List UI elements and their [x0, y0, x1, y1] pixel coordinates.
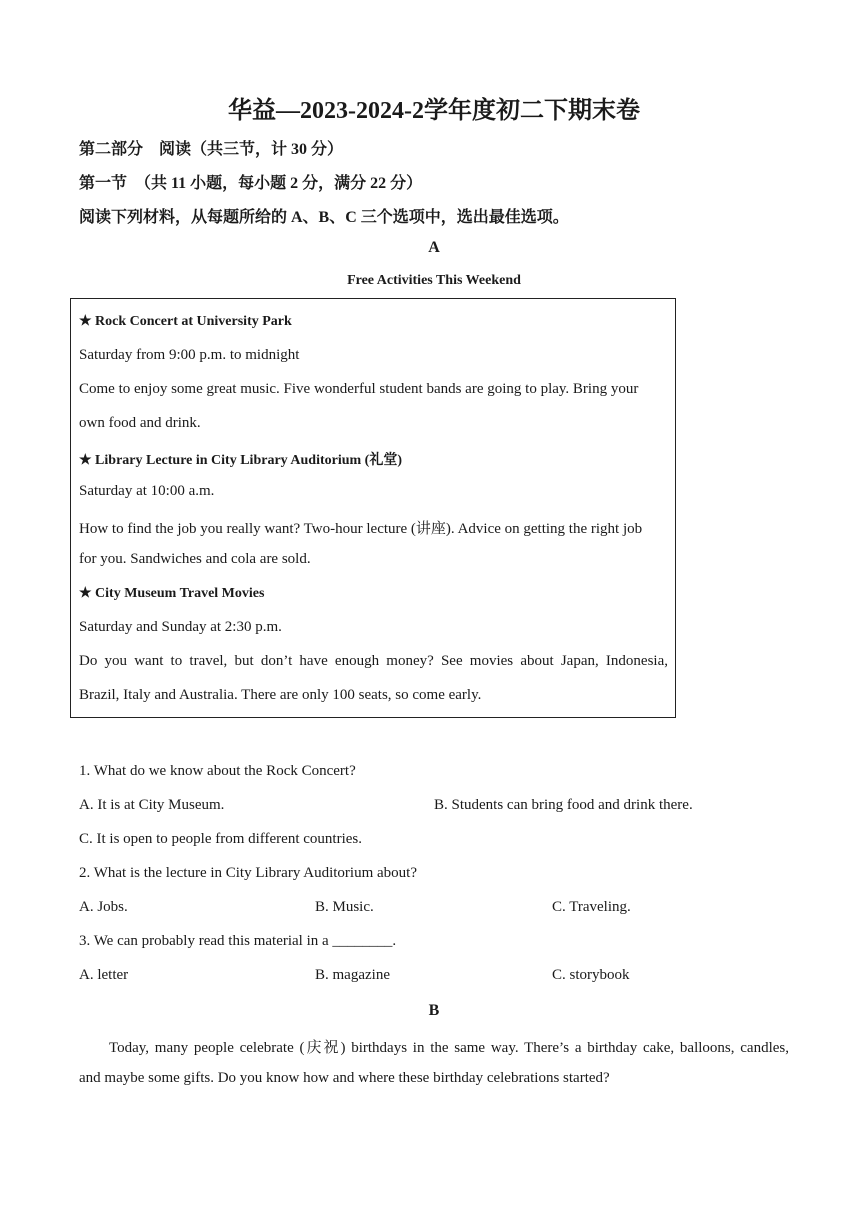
- question-option: B. Music.: [315, 899, 374, 915]
- question-option: B. magazine: [315, 967, 390, 983]
- question-stem: 3. We can probably read this material in a ________.: [79, 933, 397, 949]
- activity-description: How to find the job you really want? Two-hour lecture (讲座). Advice on getting the right job: [79, 521, 643, 537]
- instructions: 阅读下列材料，从每题所给的 A、B、C 三个选项中，选出最佳选项。: [79, 209, 569, 226]
- activity-description: Brazil, Italy and Australia. There are only 100 seats, so come early.: [79, 687, 482, 703]
- question-option: A. letter: [79, 967, 129, 983]
- question-stem: 1. What do we know about the Rock Concert?: [79, 763, 356, 779]
- question-option: C. Traveling.: [552, 899, 631, 915]
- activity-time: Saturday and Sunday at 2:30 p.m.: [79, 619, 282, 635]
- passage-b-label: B: [428, 1002, 440, 1019]
- question-option: A. It is at City Museum.: [79, 797, 225, 813]
- passage-b-paragraph: Today, many people celebrate (庆祝) birthdays in the same way. There’s a birthday cake, balloons, candles,: [109, 1040, 789, 1056]
- passage-b-paragraph: and maybe some gifts. Do you know how and where these birthday celebrations started?: [79, 1070, 610, 1086]
- question-option: A. Jobs.: [79, 899, 128, 915]
- question-stem: 2. What is the lecture in City Library Auditorium about?: [79, 865, 417, 881]
- part-heading: 第二部分 阅读（共三节，计 30 分）: [79, 141, 344, 158]
- activity-description: Come to enjoy some great music. Five wonderful student bands are going to play. Bring your: [79, 381, 639, 397]
- page-title: 华益—2023-2024-2学年度初二下期末卷: [228, 98, 640, 124]
- question-option: B. Students can bring food and drink there.: [434, 797, 693, 813]
- activity-title-library-lecture: ★ Library Lecture in City Library Auditorium (礼堂): [79, 453, 402, 468]
- question-option: C. It is open to people from different countries.: [79, 831, 362, 847]
- activity-description: for you. Sandwiches and cola are sold.: [79, 551, 311, 567]
- activity-description: Do you want to travel, but don’t have enough money? See movies about Japan, Indonesia,: [79, 653, 668, 669]
- activity-time: Saturday from 9:00 p.m. to midnight: [79, 347, 300, 363]
- question-option: C. storybook: [552, 967, 630, 983]
- activity-title-travel-movies: ★ City Museum Travel Movies: [79, 586, 265, 601]
- activity-description: own food and drink.: [79, 415, 201, 431]
- passage-a-label: A: [428, 239, 440, 256]
- section-heading: 第一节 （共 11 小题，每小题 2 分，满分 22 分）: [79, 175, 423, 192]
- passage-a-heading: Free Activities This Weekend: [347, 273, 521, 288]
- activity-time: Saturday at 10:00 a.m.: [79, 483, 215, 499]
- activity-title-rock-concert: ★ Rock Concert at University Park: [79, 314, 292, 329]
